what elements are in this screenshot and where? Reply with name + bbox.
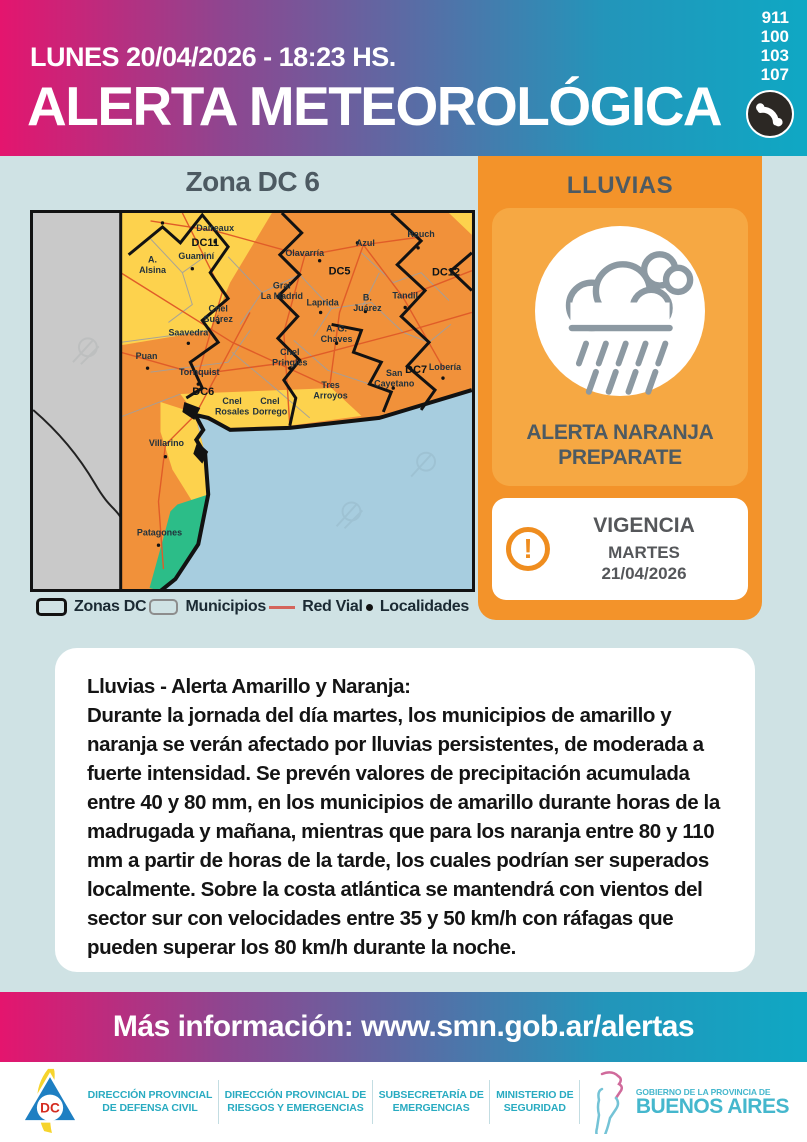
buenos-aires-province-icon — [586, 1070, 628, 1134]
date-line: LUNES 20/04/2026 - 18:23 HS. — [30, 42, 396, 72]
map-label: Olavarría — [285, 247, 325, 258]
defensa-civil-logo — [18, 1065, 82, 1140]
org-riesgos-emergencias: DIRECCIÓN PROVINCIAL DE RIESGOS Y EMERGENCIAS — [224, 1089, 367, 1114]
map-label: Lobería — [428, 362, 462, 373]
map-label: Patagones — [136, 527, 183, 538]
map-label: DC6 — [192, 386, 215, 399]
road-line-swatch — [269, 606, 295, 609]
map-label: Tres Arroyos — [313, 380, 348, 401]
map-label: Cnel Dorrego — [252, 395, 288, 417]
dc-logo-text: DC — [40, 1100, 60, 1116]
map-label: A. G. Chaves — [320, 323, 353, 344]
map-label: DC11 — [191, 236, 219, 249]
legend-label: Zonas DC — [74, 598, 147, 615]
outside-province-area — [33, 213, 121, 589]
map-label: DC12 — [431, 266, 460, 279]
legend-label: Municipios — [185, 598, 267, 615]
divider — [579, 1080, 580, 1124]
map-label: Cnel Rosales — [214, 395, 250, 417]
map-label: A. Alsina — [139, 254, 166, 276]
phone-icon — [746, 90, 794, 138]
locality-dot-swatch — [366, 604, 373, 611]
zone-outline-swatch — [36, 598, 67, 616]
footer-logos — [0, 1062, 807, 1142]
rain-cloud-icon — [535, 226, 705, 396]
more-info-banner — [0, 992, 807, 1062]
map-label: Rauch — [407, 228, 435, 239]
alert-map — [30, 210, 475, 592]
map-label: Daireaux — [196, 222, 235, 233]
map-label: Tornquist — [179, 367, 220, 378]
emergency-number: 107 — [760, 65, 789, 84]
description-body: Durante la jornada del día martes, los municipios de amarillo y naranja se verán afectado por lluvias persistentes, de moderada a fuerte intensidad. Se prevén valores de precipitación acumulada entre 40 y 80 mm, en los municipios de amarillo durante horas de la madrugada y mañana, mientras que para los naranja entre 80 y 110 mm a partir de horas de la tarde, los cuales podrían ser superados localmente. Sobre la costa atlántica se mantendrá con vientos del sector sur con velocidades entre 35 y 50 km/h con ráfagas que pueden superar los 80 km/h durante la noche. — [87, 704, 720, 959]
alert-level-card — [492, 208, 748, 486]
map-label: Laprida — [306, 297, 339, 308]
header-banner — [0, 0, 807, 156]
alert-level-text — [492, 420, 748, 470]
emergency-number: 103 — [760, 46, 789, 65]
legend-label: Red Vial — [302, 598, 363, 615]
map-label: Puan — [135, 351, 158, 362]
legend-localidades — [366, 598, 469, 616]
emergency-number: 911 — [761, 8, 789, 27]
org-subsecretaria-emergencias: SUBSECRETARÍA DE EMERGENCIAS — [378, 1089, 484, 1114]
vigencia-date: 21/04/2026 — [601, 564, 687, 583]
map-label: Cnel Suárez — [203, 303, 233, 324]
municipality-outline-swatch — [149, 599, 178, 615]
alert-type-panel — [478, 156, 762, 620]
vigencia-card — [492, 498, 748, 600]
org-defensa-civil: DIRECCIÓN PROVINCIAL DE DEFENSA CIVIL — [87, 1089, 213, 1114]
legend-municipios — [149, 598, 266, 616]
alert-description-panel — [55, 648, 755, 972]
page-title: ALERTA METEOROLÓGICA — [27, 75, 722, 137]
legend-red-vial — [269, 598, 362, 616]
vigencia-text — [550, 514, 748, 584]
buenos-aires-text: GOBIERNO DE LA PROVINCIA DE BUENOS AIRES — [635, 1087, 789, 1118]
map-label: DC7 — [405, 364, 428, 377]
divider — [218, 1080, 219, 1124]
buenos-aires-logo — [586, 1070, 789, 1134]
map-label: DC5 — [328, 265, 351, 278]
emergency-number: 100 — [760, 27, 789, 46]
map-label: Guaminí — [178, 250, 215, 261]
map-label: Azul — [355, 237, 375, 248]
map-label: Gral La Madrid — [260, 280, 303, 302]
map-label: Cnel Pringles — [272, 347, 308, 368]
alert-level-line1: ALERTA NARANJA — [526, 421, 714, 444]
alert-level-line2: PREPARATE — [558, 446, 682, 469]
zone-title: Zona DC 6 — [185, 166, 320, 197]
vigencia-title: VIGENCIA — [593, 514, 695, 537]
more-info-text: Más información: www.smn.gob.ar/alertas — [112, 1010, 695, 1043]
map-label: B. Juárez — [353, 292, 382, 313]
description-heading: Lluvias - Alerta Amarillo y Naranja: — [87, 675, 411, 698]
map-label: Villarino — [148, 437, 185, 448]
map-legend — [30, 598, 475, 616]
emergency-numbers — [761, 8, 789, 84]
map-label: San Cayetano — [374, 368, 415, 389]
legend-label: Localidades — [379, 598, 469, 615]
divider — [372, 1080, 373, 1124]
map-label: Saavedra — [168, 327, 209, 338]
org-ministerio-seguridad: MINISTERIO DE SEGURIDAD — [496, 1089, 574, 1114]
legend-zonas-dc — [36, 598, 146, 616]
vigencia-day: MARTES — [608, 543, 680, 562]
divider — [489, 1080, 490, 1124]
map-label: Tandil — [392, 290, 419, 301]
alert-type-title: LLUVIAS — [566, 172, 674, 199]
warning-exclamation-icon: ! — [506, 527, 550, 571]
